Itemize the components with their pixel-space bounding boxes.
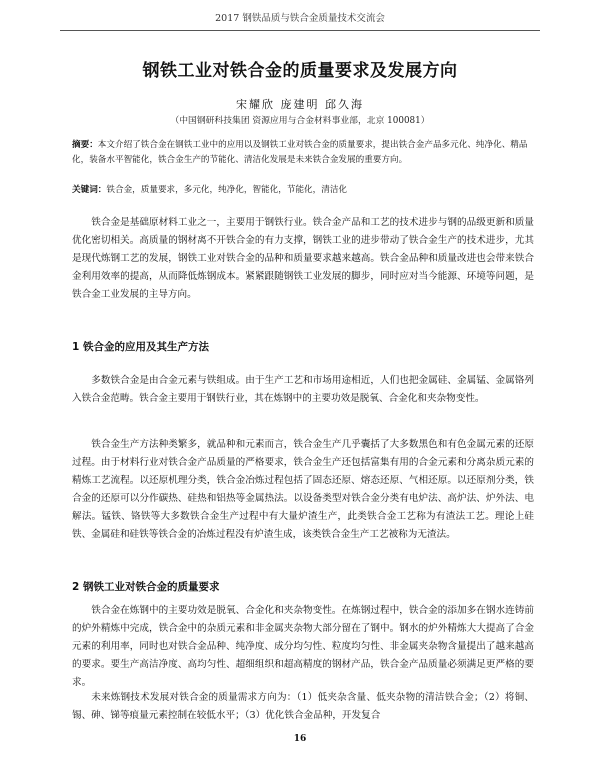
abstract-label: 摘要： [72, 140, 98, 150]
section2-paragraph: 铁合金在炼钢中的主要功效是脱氧、合金化和夹杂物变性。在炼钢过程中，铁合金的添加多在钢水连铸前的炉外精炼中完成，铁合金中的杂质元素和非金属夹杂物大部分留在了钢中。钢水的炉外精炼大大提高了合金元素的利用率，同时也对铁合金品种、纯净度、成分均匀性、粒度均匀性、非金属夹杂物含量提出了越来越高的要求。要生产高洁净度、高均匀性、超细组织和超高精度的钢材产品，铁合金产品质量必须满足更严格的要求。 [72, 605, 534, 688]
section1-para1-block [72, 372, 534, 408]
keywords [72, 183, 532, 198]
keywords-text: 铁合金，质量要求，多元化，纯净化，智能化，节能化，清洁化 [106, 185, 348, 195]
section1-paragraph: 多数铁合金是由合金元素与铁组成。由于生产工艺和市场用途相近，人们也把金属硅、金属锰、金属铬列入铁合金范畴。铁合金主要用于钢铁行业，其在炼钢中的主要功效是脱氧、合金化和夹杂物变性。 [72, 375, 534, 404]
section2-title: 2 钢铁工业对铁合金的质量要求 [72, 581, 220, 593]
page-number: 16 [293, 734, 307, 744]
authors: 宋耀欣 庞建明 邱久海 [236, 98, 364, 111]
conference-header: 2017 钢铁品质与铁合金质量技术交流会 [215, 13, 385, 24]
abstract [72, 138, 532, 168]
section1-paragraph: 铁合金生产方法种类繁多，就品种和元素而言，铁合金生产几乎囊括了大多数黑色和有色金属元素的还原过程。由于材料行业对铁合金产品质量的严格要求，铁合金生产还包括富集有用的合金元素和分离杂质元素的精炼工艺流程。以还原机理分类，铁合金冶炼过程包括了固态还原、熔态还原、气相还原。以还原剂分类，铁合金的还原可以分作碳热、硅热和铝热等金属热法。以设备类型对铁合金分类有电炉法、高炉法、炉外法、电解法。锰铁、铬铁等大多数铁合金生产过程中有大量炉渣生产，此类铁合金工艺称为有渣法工艺。理论上硅铁、金属硅和硅铁等铁合金的冶炼过程没有炉渣生成，该类铁合金生产工艺被称为无渣法。 [72, 439, 534, 540]
abstract-text: 本文介绍了铁合金在钢铁工业中的应用以及钢铁工业对铁合金的质量要求，提出铁合金产品多元化、纯净化、精品化，装备水平智能化，铁合金生产的节能化、清洁化发展是未来铁合金发展的重要方向。 [72, 140, 528, 165]
paper-title: 钢铁工业对铁合金的质量要求及发展方向 [142, 61, 458, 81]
section2-paragraph: 未来炼钢技术发展对铁合金的质量需求方向为：（1）低夹杂含量、低夹杂物的清洁铁合金；（2）将铜、锡、砷、锑等痕量元素控制在较低水平；（3）优化铁合金品种，开发复合 [72, 692, 534, 721]
section2-para2-block [72, 689, 534, 725]
intro-paragraph: 铁合金是基础原材料工业之一，主要用于钢铁行业。铁合金产品和工艺的技术进步与钢的品级更新和质量优化密切相关。高质量的钢材离不开铁合金的有力支撑，钢铁工业的进步带动了铁合金生产的技术进步，尤其是现代炼钢工艺的发展，钢铁工业对铁合金的品种和质量要求越来越高。铁合金品种和质量改进也会带来铁合金利用效率的提高，从而降低炼钢成本。紧紧跟随钢铁工业发展的脚步，同时应对当今能源、环境等问题，是铁合金工业发展的主导方向。 [72, 217, 534, 300]
header-rule [60, 30, 540, 31]
section2-para1-block [72, 602, 534, 692]
keywords-label: 关键词： [72, 185, 107, 195]
affiliation: （中国钢研科技集团 资源应用与合金材料事业部，北京 100081） [170, 116, 430, 126]
section1-title: 1 铁合金的应用及其生产方法 [72, 341, 209, 353]
section1-para2-block [72, 436, 534, 544]
intro-section [72, 214, 534, 304]
